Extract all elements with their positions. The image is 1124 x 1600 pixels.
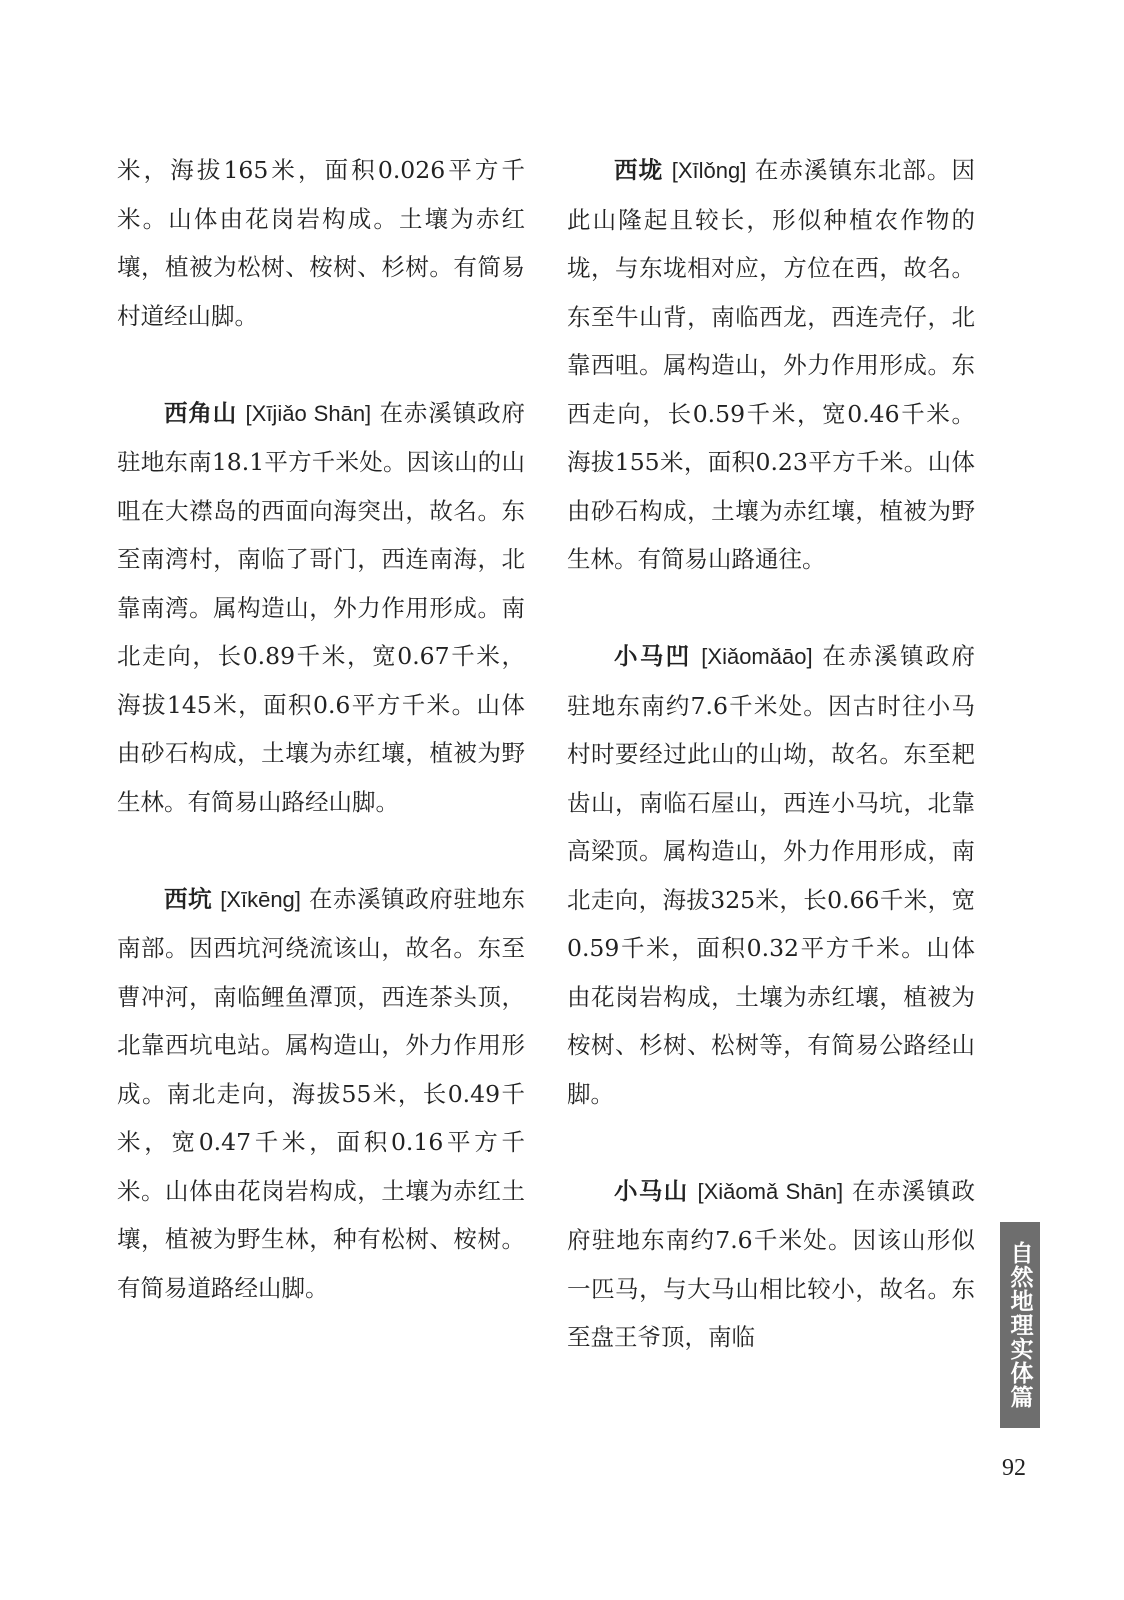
entry-term: 小马山 (614, 1176, 689, 1205)
entry-xilong (567, 146, 975, 584)
section-tab (1000, 1222, 1040, 1428)
paragraph-gap (567, 1118, 975, 1167)
entry-text: 在赤溪镇政府驻地东南约7.6千米处。因该山形似一匹马，与大马山相比较小，故名。东至盘王爷顶，南临 (567, 1176, 975, 1351)
right-column (567, 146, 975, 1362)
paragraph-gap (567, 584, 975, 633)
entry-text: 在赤溪镇政府驻地东南部。因西坑河绕流该山，故名。东至曹冲河，南临鲤鱼潭顶，西连茶头顶，北靠西坑电站。属构造山，外力作用形成。南北走向，海拔55米，长0.49千米，宽0.47千米，面积0.16平方千米。山体由花岗岩构成，土壤为赤红土壤，植被为野生林，种有松树、桉树。有简易道路经山脚。 (117, 884, 525, 1302)
entry-pinyin: [Xiǎomǎ Shān] (697, 1178, 844, 1204)
entry-pinyin: [Xīkēng] (220, 886, 301, 912)
continuation-paragraph: 米，海拔165米，面积0.026平方千米。山体由花岗岩构成。土壤为赤红壤，植被为松树、桉树、杉树。有简易村道经山脚。 (117, 156, 525, 330)
entry-term: 小马凹 (614, 642, 692, 670)
entry-term: 西坑 (164, 884, 213, 913)
left-column (117, 146, 525, 1312)
entry-term: 西角山 (164, 398, 238, 427)
section-tab-label: 自然地理实体篇 (1006, 1241, 1034, 1409)
entry-pinyin: [Xiǎomǎāo] (701, 644, 813, 669)
entry-pinyin: [Xījiǎo Shān] (245, 400, 372, 426)
entry-text: 在赤溪镇政府驻地东南18.1平方千米处。因该山的山咀在大襟岛的西面向海突出，故名。东至南湾村，南临了哥门，西连南海，北靠南湾。属构造山，外力作用形成。南北走向，长0.89千米，宽0.67千米，海拔145米，面积0.6平方千米。山体由砂石构成，土壤为赤红壤，植被为野生林。有简易山路经山脚。 (117, 398, 525, 816)
entry-xiaomashan (567, 1167, 975, 1362)
entry-pinyin: [Xīlǒng] (671, 158, 747, 183)
entry-text: 在赤溪镇政府驻地东南约7.6千米处。因古时往小马村时要经过此山的山坳，故名。东至耙齿山，南临石屋山，西连小马坑，北靠高梁顶。属构造山，外力作用形成，南北走向，海拔325米，长0.66千米，宽0.59千米，面积0.32平方千米。山体由花岗岩构成，土壤为赤红壤，植被为桉树、杉树、松树等，有简易公路经山脚。 (567, 642, 975, 1108)
page-number: 92 (1002, 1455, 1026, 1481)
entry-term: 西垅 (614, 156, 664, 184)
paragraph-gap (117, 826, 525, 875)
entry-xijiaoshan (117, 389, 525, 827)
entry-text: 在赤溪镇东北部。因此山隆起且较长，形似种植农作物的垅，与东垅相对应，方位在西，故名。东至牛山背，南临西龙，西连壳仔，北靠西咀。属构造山，外力作用形成。东西走向，长0.59千米，宽0.46千米。海拔155米，面积0.23平方千米。山体由砂石构成，土壤为赤红壤，植被为野生林。有简易山路通往。 (567, 156, 975, 573)
entry-xiaomaao (567, 632, 975, 1118)
paragraph-gap (117, 340, 525, 389)
entry-xikeng (117, 875, 525, 1313)
